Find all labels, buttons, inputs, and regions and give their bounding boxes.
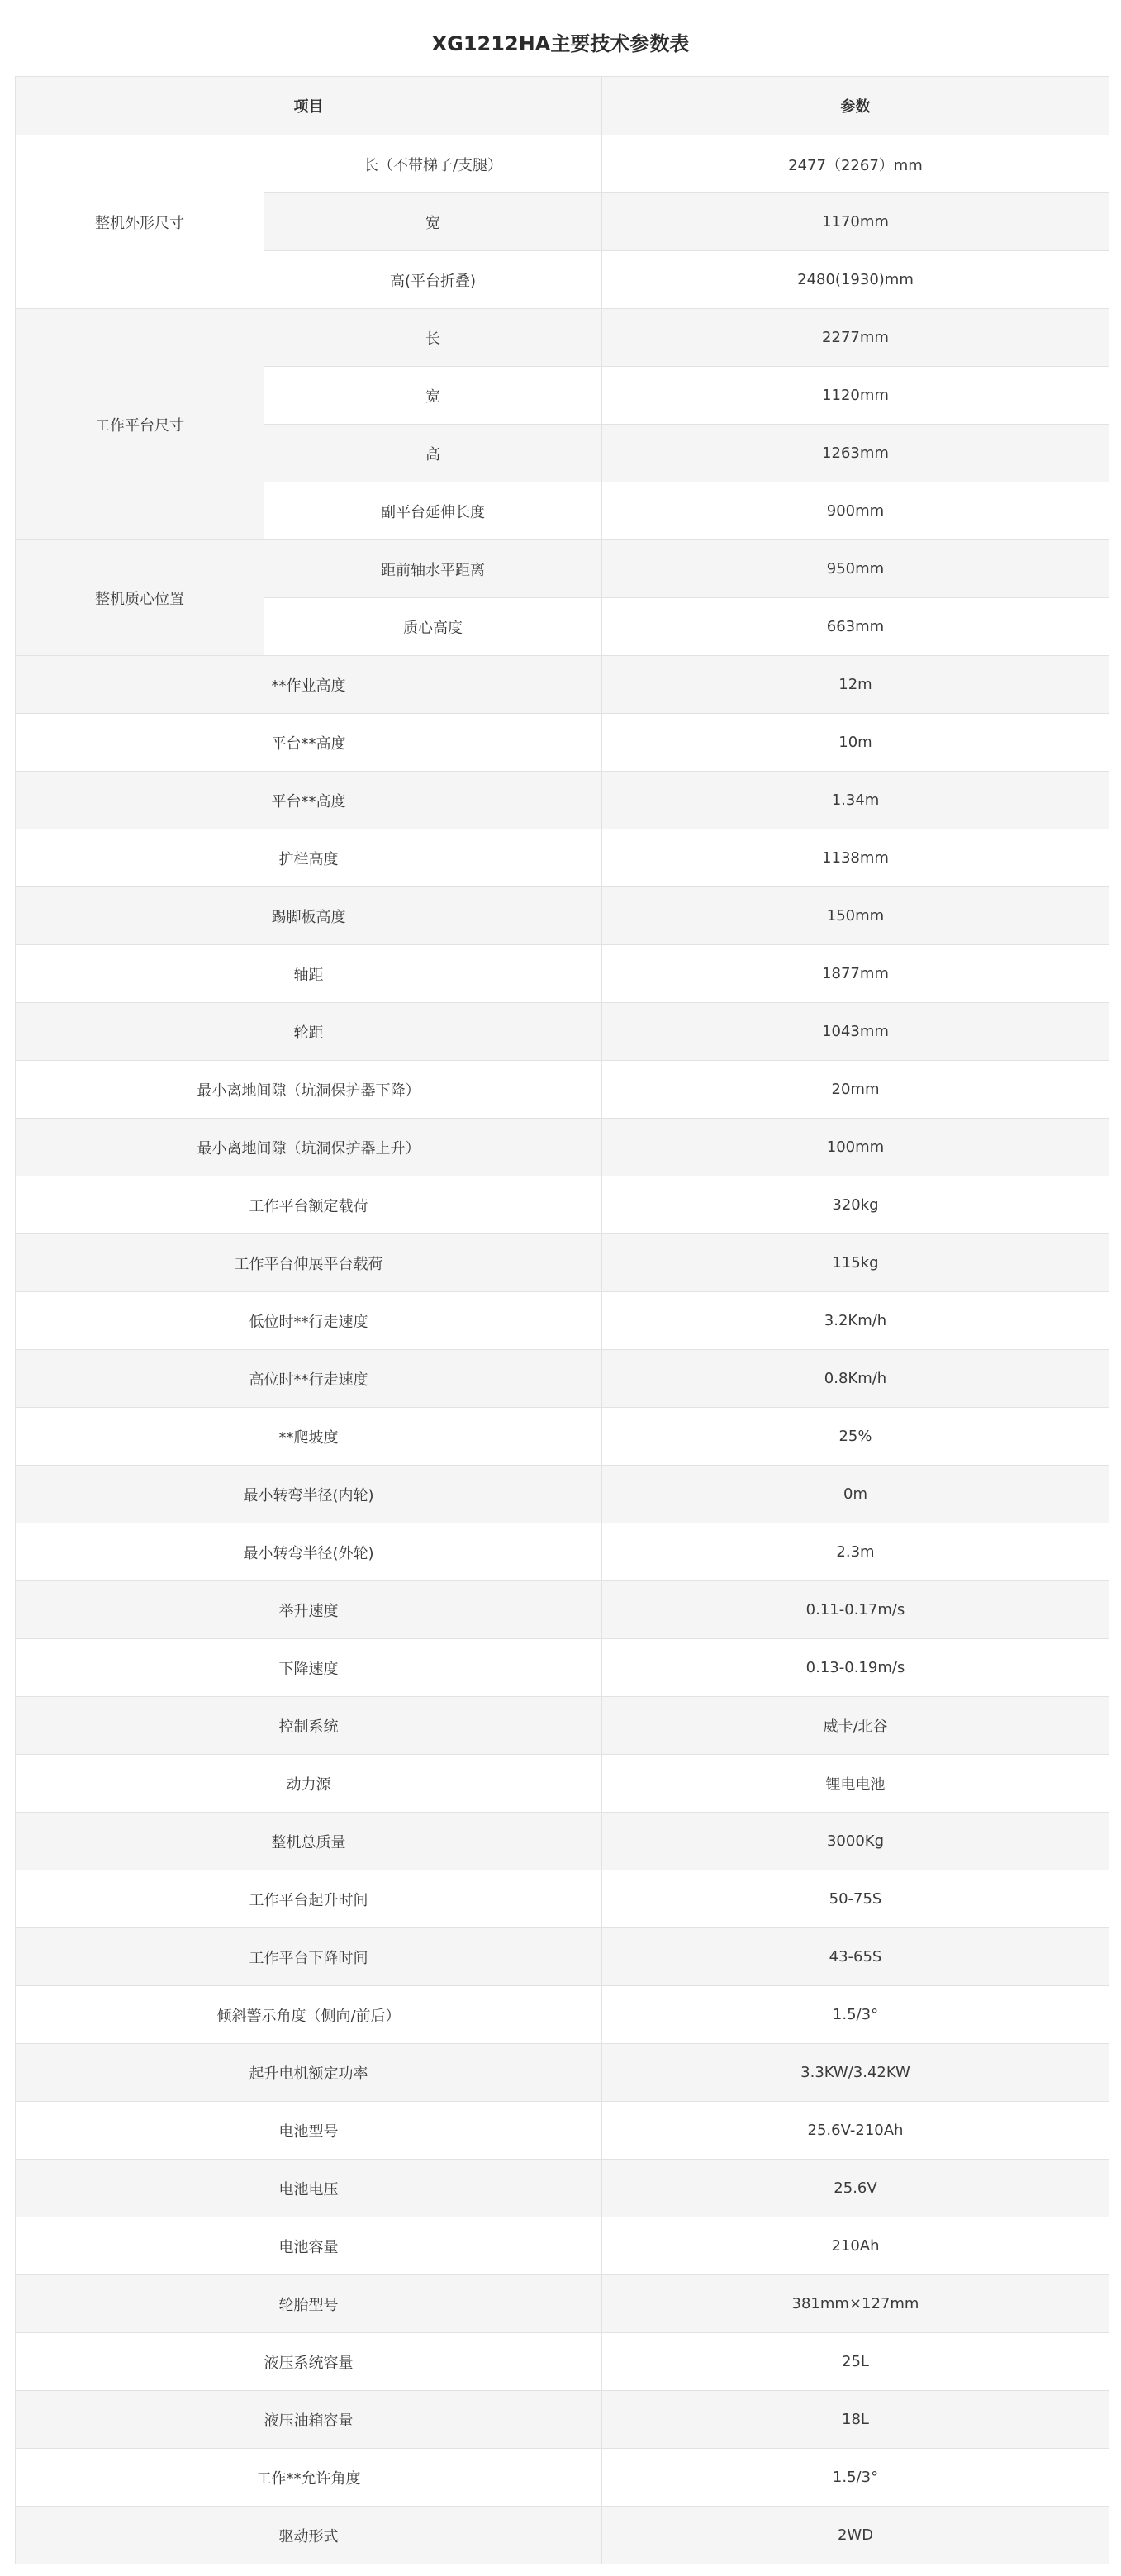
param-value: 3.3KW/3.42KW bbox=[602, 2044, 1109, 2102]
spec-table bbox=[15, 76, 1109, 2564]
item-label: 高位时**行走速度 bbox=[16, 1350, 602, 1408]
table-row bbox=[16, 2044, 1109, 2102]
param-value: 20mm bbox=[602, 1061, 1109, 1119]
table-row bbox=[16, 2507, 1109, 2564]
param-value: 663mm bbox=[602, 598, 1109, 656]
table-row bbox=[16, 829, 1109, 887]
table-row bbox=[16, 2217, 1109, 2275]
item-label: 平台**高度 bbox=[16, 772, 602, 829]
item-label: 护栏高度 bbox=[16, 829, 602, 887]
param-value: 0m bbox=[602, 1466, 1109, 1523]
item-label: 电池型号 bbox=[16, 2102, 602, 2160]
table-row bbox=[16, 540, 1109, 598]
item-label: 最小转弯半径(内轮) bbox=[16, 1466, 602, 1523]
table-row bbox=[16, 1813, 1109, 1870]
item-label: 倾斜警示角度（侧向/前后） bbox=[16, 1986, 602, 2044]
param-value: 25L bbox=[602, 2333, 1109, 2391]
param-value: 2480(1930)mm bbox=[602, 251, 1109, 309]
param-value: 0.11-0.17m/s bbox=[602, 1581, 1109, 1639]
item-label: 低位时**行走速度 bbox=[16, 1292, 602, 1350]
item-label: 电池容量 bbox=[16, 2217, 602, 2275]
sub-item-label: 高 bbox=[264, 425, 602, 482]
table-row bbox=[16, 887, 1109, 945]
table-row bbox=[16, 1119, 1109, 1176]
table-row bbox=[16, 656, 1109, 714]
param-value: 115kg bbox=[602, 1234, 1109, 1292]
param-value: 1.5/3° bbox=[602, 1986, 1109, 2044]
param-value: 2277mm bbox=[602, 309, 1109, 367]
group-label: 整机质心位置 bbox=[16, 540, 264, 656]
param-value: 25.6V bbox=[602, 2160, 1109, 2217]
item-label: 电池电压 bbox=[16, 2160, 602, 2217]
param-value: 12m bbox=[602, 656, 1109, 714]
sub-item-label: 宽 bbox=[264, 193, 602, 251]
item-label: 踢脚板高度 bbox=[16, 887, 602, 945]
param-value: 2WD bbox=[602, 2507, 1109, 2564]
table-header-row bbox=[16, 77, 1109, 135]
param-value: 2477（2267）mm bbox=[602, 135, 1109, 193]
group-label: 整机外形尺寸 bbox=[16, 135, 264, 309]
item-label: **爬坡度 bbox=[16, 1408, 602, 1466]
table-row bbox=[16, 714, 1109, 772]
table-row bbox=[16, 1928, 1109, 1986]
item-label: 举升速度 bbox=[16, 1581, 602, 1639]
sub-item-label: 长（不带梯子/支腿） bbox=[264, 135, 602, 193]
table-row bbox=[16, 1581, 1109, 1639]
item-label: 轴距 bbox=[16, 945, 602, 1003]
param-value: 1.5/3° bbox=[602, 2449, 1109, 2507]
param-value: 2.3m bbox=[602, 1523, 1109, 1581]
item-label: 起升电机额定功率 bbox=[16, 2044, 602, 2102]
param-value: 10m bbox=[602, 714, 1109, 772]
item-label: 液压系统容量 bbox=[16, 2333, 602, 2391]
param-value: 900mm bbox=[602, 482, 1109, 540]
table-row bbox=[16, 2449, 1109, 2507]
param-value: 150mm bbox=[602, 887, 1109, 945]
table-row bbox=[16, 1003, 1109, 1061]
table-row bbox=[16, 135, 1109, 193]
table-row bbox=[16, 1986, 1109, 2044]
item-label: 工作平台下降时间 bbox=[16, 1928, 602, 1986]
page-title: XG1212HA主要技术参数表 bbox=[431, 32, 690, 55]
table-row bbox=[16, 1234, 1109, 1292]
param-value: 1.34m bbox=[602, 772, 1109, 829]
param-value: 1120mm bbox=[602, 367, 1109, 425]
param-value: 0.8Km/h bbox=[602, 1350, 1109, 1408]
param-value: 1043mm bbox=[602, 1003, 1109, 1061]
header-item: 项目 bbox=[16, 77, 602, 135]
param-value: 210Ah bbox=[602, 2217, 1109, 2275]
item-label: 最小离地间隙（坑洞保护器上升） bbox=[16, 1119, 602, 1176]
item-label: 工作平台额定载荷 bbox=[16, 1176, 602, 1234]
item-label: 轮胎型号 bbox=[16, 2275, 602, 2333]
group-label: 工作平台尺寸 bbox=[16, 309, 264, 540]
header-value: 参数 bbox=[602, 77, 1109, 135]
table-row bbox=[16, 1408, 1109, 1466]
item-label: 轮距 bbox=[16, 1003, 602, 1061]
table-row bbox=[16, 309, 1109, 367]
item-label: 最小离地间隙（坑洞保护器下降） bbox=[16, 1061, 602, 1119]
table-row bbox=[16, 1466, 1109, 1523]
table-row bbox=[16, 1176, 1109, 1234]
param-value: 锂电电池 bbox=[602, 1755, 1109, 1813]
item-label: 最小转弯半径(外轮) bbox=[16, 1523, 602, 1581]
item-label: 工作平台起升时间 bbox=[16, 1870, 602, 1928]
sub-item-label: 长 bbox=[264, 309, 602, 367]
table-row bbox=[16, 2391, 1109, 2449]
table-row bbox=[16, 1350, 1109, 1408]
table-row bbox=[16, 1755, 1109, 1813]
item-label: 工作**允许角度 bbox=[16, 2449, 602, 2507]
param-value: 1138mm bbox=[602, 829, 1109, 887]
param-value: 43-65S bbox=[602, 1928, 1109, 1986]
item-label: 工作平台伸展平台载荷 bbox=[16, 1234, 602, 1292]
sub-item-label: 副平台延伸长度 bbox=[264, 482, 602, 540]
table-row bbox=[16, 1697, 1109, 1755]
param-value: 381mm×127mm bbox=[602, 2275, 1109, 2333]
table-row bbox=[16, 1523, 1109, 1581]
item-label: 动力源 bbox=[16, 1755, 602, 1813]
param-value: 1877mm bbox=[602, 945, 1109, 1003]
item-label: 液压油箱容量 bbox=[16, 2391, 602, 2449]
param-value: 3000Kg bbox=[602, 1813, 1109, 1870]
param-value: 0.13-0.19m/s bbox=[602, 1639, 1109, 1697]
param-value: 1170mm bbox=[602, 193, 1109, 251]
table-row bbox=[16, 2275, 1109, 2333]
param-value: 950mm bbox=[602, 540, 1109, 598]
param-value: 320kg bbox=[602, 1176, 1109, 1234]
param-value: 威卡/北谷 bbox=[602, 1697, 1109, 1755]
item-label: 整机总质量 bbox=[16, 1813, 602, 1870]
table-row bbox=[16, 772, 1109, 829]
table-row bbox=[16, 2102, 1109, 2160]
sub-item-label: 距前轴水平距离 bbox=[264, 540, 602, 598]
table-row bbox=[16, 1870, 1109, 1928]
param-value: 25.6V-210Ah bbox=[602, 2102, 1109, 2160]
item-label: 驱动形式 bbox=[16, 2507, 602, 2564]
table-row bbox=[16, 945, 1109, 1003]
param-value: 1263mm bbox=[602, 425, 1109, 482]
sub-item-label: 质心高度 bbox=[264, 598, 602, 656]
table-row bbox=[16, 2333, 1109, 2391]
sub-item-label: 高(平台折叠) bbox=[264, 251, 602, 309]
param-value: 50-75S bbox=[602, 1870, 1109, 1928]
item-label: 平台**高度 bbox=[16, 714, 602, 772]
item-label: **作业高度 bbox=[16, 656, 602, 714]
item-label: 下降速度 bbox=[16, 1639, 602, 1697]
param-value: 3.2Km/h bbox=[602, 1292, 1109, 1350]
table-row bbox=[16, 1292, 1109, 1350]
sub-item-label: 宽 bbox=[264, 367, 602, 425]
table-row bbox=[16, 1639, 1109, 1697]
param-value: 25% bbox=[602, 1408, 1109, 1466]
param-value: 18L bbox=[602, 2391, 1109, 2449]
param-value: 100mm bbox=[602, 1119, 1109, 1176]
spec-table-body bbox=[16, 77, 1109, 2564]
table-row bbox=[16, 1061, 1109, 1119]
table-row bbox=[16, 2160, 1109, 2217]
item-label: 控制系统 bbox=[16, 1697, 602, 1755]
